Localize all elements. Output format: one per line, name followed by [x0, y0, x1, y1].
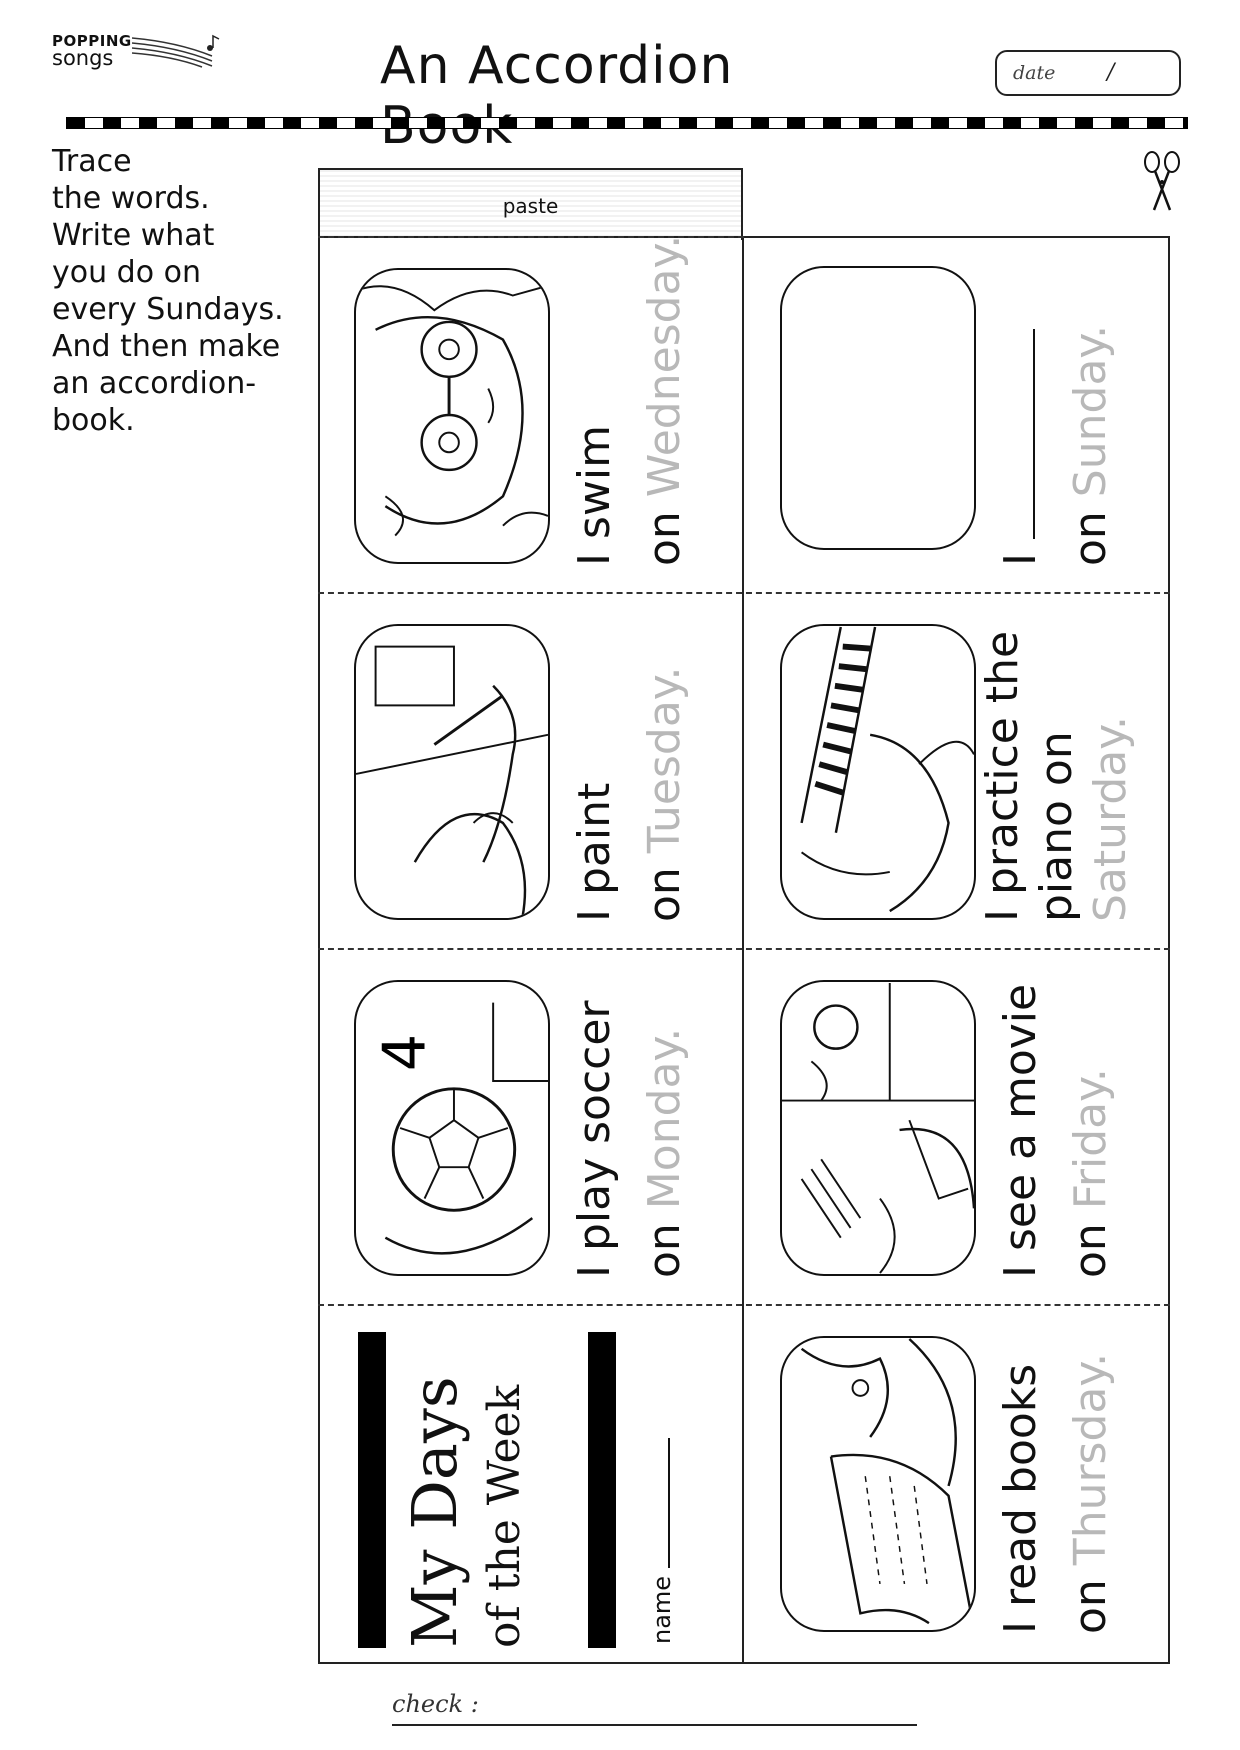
- movie-viewer-icon: [782, 982, 974, 1274]
- music-staff-icon: [132, 34, 222, 68]
- trace-word-thursday: Thursday.: [1065, 1352, 1116, 1566]
- logo-word-bottom: songs: [52, 46, 114, 70]
- painter-icon: [356, 626, 548, 918]
- sentence-text: I practice the: [977, 630, 1028, 922]
- swimmer-icon: [356, 270, 548, 562]
- logo-word-top: POPPING: [52, 32, 132, 50]
- name-line[interactable]: [652, 1438, 670, 1568]
- sentence-prefix: on: [639, 867, 690, 922]
- sentence-thursday: [986, 1353, 1126, 1634]
- piano-illustration: [780, 624, 976, 920]
- check-label: check :: [392, 1690, 479, 1718]
- sentence-prefix: on: [1065, 1579, 1116, 1634]
- reading-illustration: [780, 1336, 976, 1632]
- cover-bar-left: [358, 1332, 386, 1648]
- cover-title: My Days: [398, 1376, 471, 1648]
- soccer-illustration: [354, 980, 550, 1276]
- trace-word-monday: Monday.: [639, 1027, 690, 1210]
- scissors-icon: [1140, 150, 1184, 214]
- sentence-prefix: on: [639, 1223, 690, 1278]
- sentence-text: I: [995, 553, 1046, 566]
- piano-icon: [782, 626, 974, 918]
- sentence-text: I play soccer: [569, 1000, 620, 1278]
- sentence-tuesday: [560, 666, 700, 922]
- sentence-text: I paint: [569, 782, 620, 922]
- sentence-text: I swim: [569, 425, 620, 566]
- page-sunday: [744, 236, 1169, 592]
- cover-page: [318, 1304, 743, 1660]
- accordion-book-grid: [318, 236, 1168, 1662]
- page-wednesday: [318, 236, 743, 592]
- book-reader-icon: [782, 1338, 974, 1630]
- date-slash: /: [1107, 60, 1115, 85]
- cover-bar-right: [588, 1332, 616, 1648]
- trace-word-saturday: Saturday.: [1085, 716, 1136, 922]
- sentence-text: I read books: [995, 1363, 1046, 1634]
- paste-tab: [318, 168, 743, 240]
- checker-divider: [66, 117, 1188, 129]
- sentence-text-2: piano on: [1031, 731, 1082, 922]
- soccer-ball-icon: [356, 982, 548, 1274]
- sentence-monday: [560, 1001, 700, 1279]
- check-field[interactable]: [392, 1688, 917, 1726]
- page-friday: [744, 948, 1169, 1304]
- write-in-line[interactable]: [999, 329, 1035, 539]
- trace-word-sunday: Sunday.: [1065, 324, 1116, 498]
- sentence-prefix: on: [1065, 511, 1116, 566]
- trace-word-wednesday: Wednesday.: [639, 234, 690, 498]
- trace-word-friday: Friday.: [1065, 1068, 1116, 1210]
- blank-drawing-box[interactable]: [780, 266, 976, 550]
- sentence-friday: [986, 984, 1126, 1278]
- page-tuesday: [318, 592, 743, 948]
- page-saturday: [744, 592, 1169, 948]
- cover-heading: [400, 1376, 540, 1648]
- sentence-text: I see a movie: [995, 983, 1046, 1278]
- sentence-prefix: on: [1065, 1223, 1116, 1278]
- painting-illustration: [354, 624, 550, 920]
- date-label: date: [1013, 62, 1056, 84]
- sentence-prefix: on: [639, 511, 690, 566]
- page-thursday: [744, 1304, 1169, 1660]
- name-field[interactable]: [648, 1438, 676, 1644]
- instructions-text: Trace the words. Write what you do on every Sundays. And then make an accordion- book.: [52, 144, 284, 438]
- page-title: An Accordion: [380, 36, 734, 96]
- swimming-illustration: [354, 268, 550, 564]
- svg-text:4: 4: [369, 1033, 439, 1072]
- paste-label: paste: [502, 194, 559, 218]
- movie-illustration: [780, 980, 976, 1276]
- page-monday: [318, 948, 743, 1304]
- brand-logo: [52, 32, 212, 82]
- date-field[interactable]: [995, 50, 1181, 96]
- sentence-wednesday: [560, 235, 700, 566]
- name-label: name: [648, 1575, 676, 1644]
- trace-word-tuesday: Tuesday.: [639, 666, 690, 854]
- sentence-sunday: [986, 325, 1126, 566]
- cover-subtitle: of the Week: [479, 1384, 530, 1648]
- sentence-saturday: [976, 631, 1138, 922]
